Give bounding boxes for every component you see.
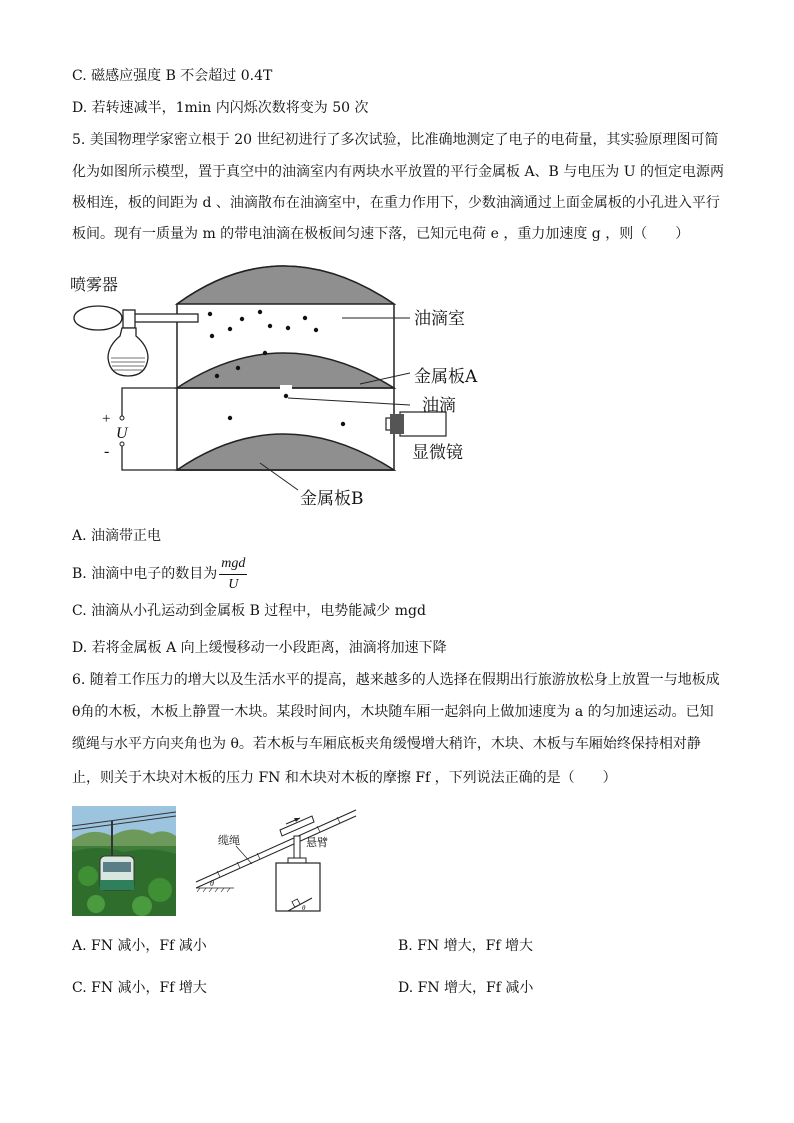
q6-option-b: B. FN 增大，Ff 增大 — [398, 938, 533, 954]
q5-option-c: C. 油滴从小孔运动到金属板 B 过程中，电势能减少 mgd — [72, 603, 426, 619]
q5-option-a: A. 油滴带正电 — [72, 528, 162, 544]
arm-label: 悬臂 — [306, 836, 328, 849]
q6-option-c: C. FN 减小，Ff 增大 — [72, 980, 207, 996]
q6-stem-line-1: 6. 随着工作压力的增大以及生活水平的提高，越来越多的人选择在假期出行旅游放松身上放置一与地板成 — [72, 672, 720, 688]
plate-b-label: 金属板B — [300, 489, 364, 509]
q6-stem-line-4: 止，则关于木块对木板的压力 FN 和木块对木板的摩擦 Ff ，下列说法正确的是（ ） — [72, 770, 617, 786]
minus-sign: - — [104, 443, 110, 460]
q6-stem-line-3: 缆绳与水平方向夹角也为 θ。若木板与车厢底板夹角缓慢增大稍许，木块、木板与车厢始终保持相对静 — [72, 736, 701, 752]
q5-option-b-text: B. 油滴中电子的数目为 — [72, 566, 218, 582]
cable-car-photo — [72, 806, 176, 916]
q5-option-b-fraction — [219, 554, 247, 595]
angle-label-board: θ — [302, 904, 306, 912]
q6-option-a: A. FN 减小，Ff 减小 — [72, 938, 207, 954]
microscope-label: 显微镜 — [412, 443, 463, 463]
q5-stem-line-2: 化为如图所示模型，置于真空中的油滴室内有两块水平放置的平行金属板 A、B 与电压为 U 的恒定电源两 — [72, 164, 724, 180]
q5-option-b — [72, 556, 247, 592]
q4-option-d: D. 若转速减半，1min 内闪烁次数将变为 50 次 — [72, 100, 369, 116]
voltage-label: U — [116, 425, 128, 442]
q5-stem-line-1: 5. 美国物理学家密立根于 20 世纪初进行了多次试验，比准确地测定了电子的电荷量，其实验原理图可简 — [72, 132, 719, 148]
q4-option-c: C. 磁感应强度 B 不会超过 0.4T — [72, 68, 273, 84]
q6-stem-line-2: θ角的木板，木板上静置一木块。某段时间内，木块随车厢一起斜向上做加速度为 a 的匀加速运动。已知 — [72, 704, 714, 720]
q5-option-d: D. 若将金属板 A 向上缓慢移动一小段距离，油滴将加速下降 — [72, 640, 447, 656]
plus-sign: + — [102, 411, 111, 427]
fraction-numerator: mgd — [219, 554, 247, 575]
angle-label-ground: θ — [210, 879, 214, 888]
q6-option-d: D. FN 增大，Ff 减小 — [398, 980, 534, 996]
millikan-oil-drop-figure — [70, 258, 510, 514]
plate-a-label: 金属板A — [414, 367, 478, 387]
cable-label: 缆绳 — [218, 834, 240, 847]
droplet-label: 油滴 — [422, 396, 456, 416]
chamber-label: 油滴室 — [414, 309, 465, 329]
fraction-denominator: U — [228, 576, 239, 592]
sprayer-label: 喷雾器 — [70, 275, 119, 294]
q5-stem-line-4: 板间。现有一质量为 m 的带电油滴在极板间匀速下落，已知元电荷 e ，重力加速度 g ，则（ ） — [72, 226, 690, 242]
q5-stem-line-3: 极相连，板的间距为 d 、油滴散布在油滴室中，在重力作用下，少数油滴通过上面金属板的小孔进入平行 — [72, 195, 720, 211]
cable-car-diagram — [190, 804, 362, 916]
